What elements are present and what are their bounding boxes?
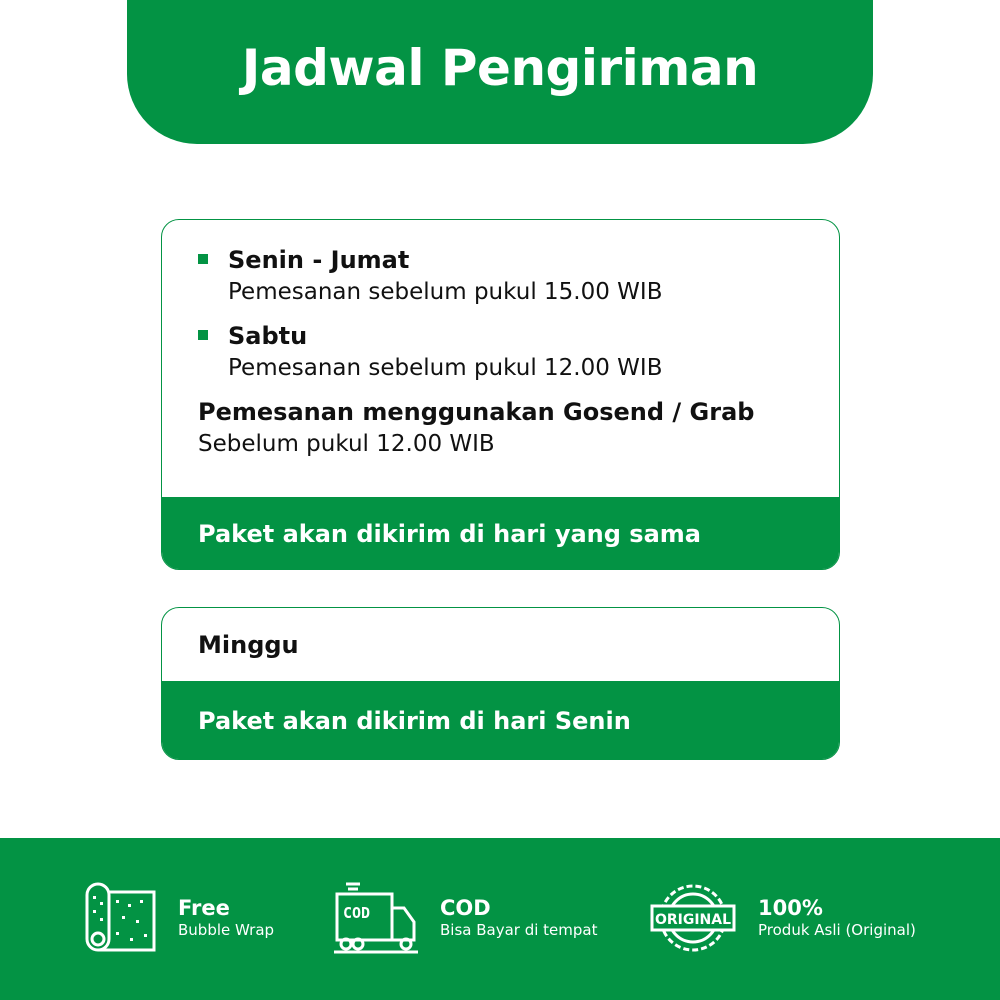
features-footer <box>0 838 1000 1000</box>
feature-title: 100% <box>758 896 823 920</box>
feature-sub: Bubble Wrap <box>178 921 275 939</box>
schedule-item <box>198 244 803 308</box>
bullet-icon <box>198 330 208 340</box>
weekday-schedule-card <box>161 219 840 570</box>
feature-title: COD <box>440 896 491 920</box>
svg-text:COD: COD <box>343 904 371 922</box>
schedule-day: Sabtu <box>228 322 308 350</box>
page-title: Jadwal Pengiriman <box>127 0 873 144</box>
feature-sub: Bisa Bayar di tempat <box>440 921 598 939</box>
feature-title: Free <box>178 896 230 920</box>
monday-band: Paket akan dikirim di hari Senin <box>162 681 839 760</box>
gosend-note: Sebelum pukul 12.00 WIB <box>198 431 495 457</box>
cod-truck-icon <box>334 882 418 954</box>
svg-text:ORIGINAL: ORIGINAL <box>654 912 732 928</box>
feature-cod <box>334 882 598 954</box>
feature-bubble-wrap <box>84 882 274 954</box>
feature-original <box>650 882 916 954</box>
bullet-icon <box>198 254 208 264</box>
sunday-label: Minggu <box>198 630 299 659</box>
schedule-note: Pemesanan sebelum pukul 12.00 WIB <box>228 355 663 381</box>
feature-sub: Produk Asli (Original) <box>758 921 916 939</box>
gosend-title: Pemesanan menggunakan Gosend / Grab <box>198 398 755 426</box>
same-day-band: Paket akan dikirim di hari yang sama <box>162 497 839 570</box>
schedule-note: Pemesanan sebelum pukul 15.00 WIB <box>228 279 663 305</box>
sunday-schedule-card <box>161 607 840 760</box>
schedule-item <box>198 320 803 384</box>
schedule-day: Senin - Jumat <box>228 246 410 274</box>
original-badge-icon <box>650 882 736 954</box>
bubble-wrap-icon <box>84 882 156 954</box>
